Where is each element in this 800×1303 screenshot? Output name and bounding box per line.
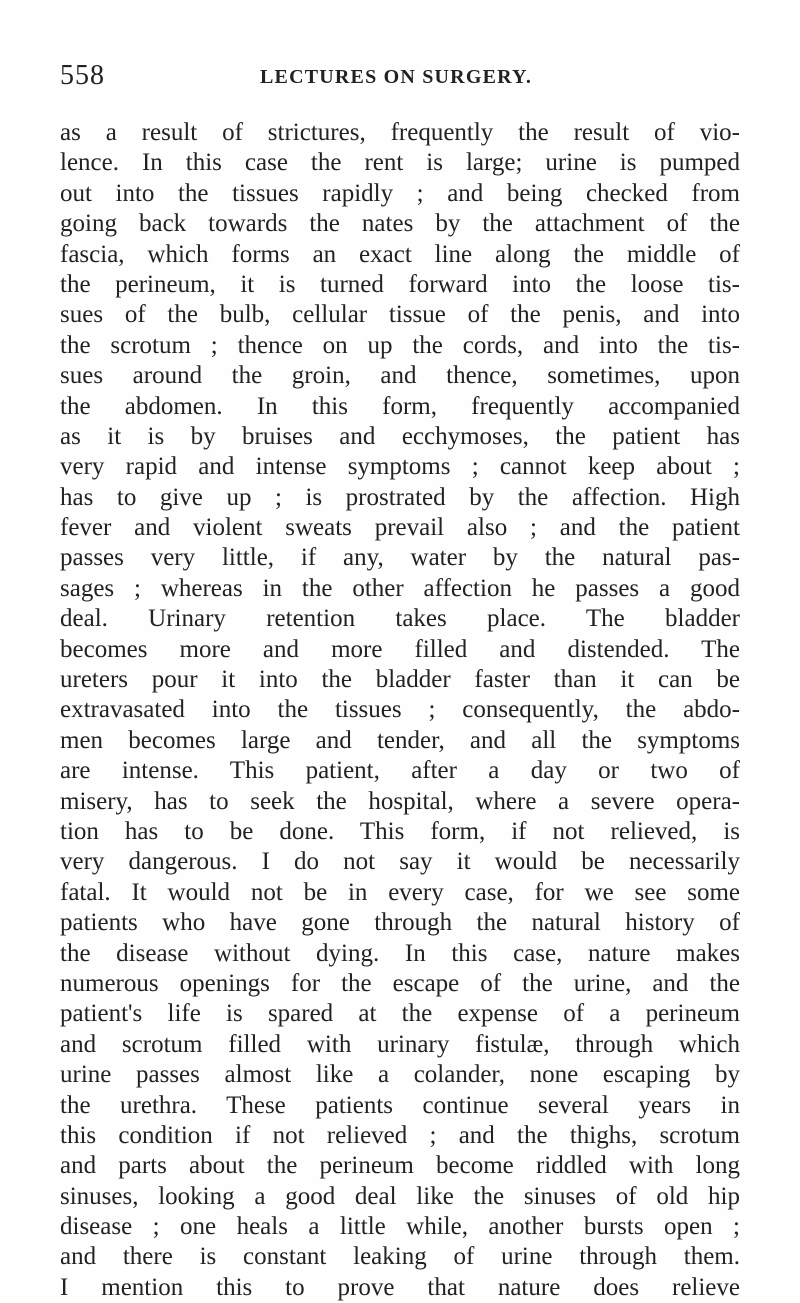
text-line: sinuses, looking a good deal like the sinuses of old hip [60,1182,740,1210]
body-text [60,118,740,1303]
text-line: this condition if not relieved ; and the thighs, scrotum [60,1121,740,1149]
text-line: I mention this to prove that nature does relieve [60,1273,740,1301]
text-line: ureters pour it into the bladder faster than it can be [60,666,740,694]
text-line: the scrotum ; thence on up the cords, and into the tis- [60,331,740,359]
text-line: patients who have gone through the natural history of [60,909,740,937]
text-line: and scrotum filled with urinary fistulæ, through which [60,1030,740,1058]
running-title: LECTURES ON SURGERY. [260,66,533,88]
text-line: extravasated into the tissues ; consequently, the abdo- [60,696,740,724]
text-line: men becomes large and tender, and all the symptoms [60,726,740,754]
text-line: the urethra. These patients continue several years in [60,1091,740,1119]
text-line: passes very little, if any, water by the natural pas- [60,544,740,572]
text-line: very rapid and intense symptoms ; cannot keep about ; [60,453,740,481]
text-line: disease ; one heals a little while, another bursts open ; [60,1213,740,1241]
text-line: as a result of strictures, frequently the result of vio- [60,119,740,146]
text-line: fatal. It would not be in every case, for we see some [60,878,740,906]
text-line: lence. In this case the rent is large; urine is pumped [60,149,740,177]
text-line: and there is constant leaking of urine through them. [60,1243,740,1271]
text-line: sues of the bulb, cellular tissue of the penis, and into [60,301,740,329]
text-line: urine passes almost like a colander, none escaping by [60,1061,740,1089]
running-head [60,60,740,100]
text-line: the perineum, it is turned forward into the loose tis- [60,270,740,298]
text-line: as it is by bruises and ecchymoses, the patient has [60,422,740,450]
text-line: and parts about the perineum become riddled with long [60,1152,740,1180]
text-line: sages ; whereas in the other affection he passes a good [60,574,740,602]
text-line: going back towards the nates by the attachment of the [60,210,740,238]
text-line: fascia, which forms an exact line along the middle of [60,240,740,268]
text-line: the abdomen. In this form, frequently accompanied [60,392,740,420]
text-line: deal. Urinary retention takes place. The bladder [60,605,740,633]
text-line: the disease without dying. In this case, nature makes [60,939,740,967]
text-line: numerous openings for the escape of the urine, and the [60,969,740,997]
text-line: becomes more and more filled and distended. The [60,635,740,663]
text-line: tion has to be done. This form, if not relieved, is [60,817,740,845]
text-line: has to give up ; is prostrated by the affection. High [60,483,740,511]
text-line: patient's life is spared at the expense of a perineum [60,1000,740,1028]
text-line: misery, has to seek the hospital, where a severe opera- [60,787,740,815]
text-line: out into the tissues rapidly ; and being checked from [60,179,740,207]
text-line: very dangerous. I do not say it would be necessarily [60,848,740,876]
page-number: 558 [60,60,105,91]
text-line: are intense. This patient, after a day or two of [60,757,740,785]
text-line: fever and violent sweats prevail also ; and the patient [60,514,740,542]
text-line: sues around the groin, and thence, sometimes, upon [60,362,740,390]
